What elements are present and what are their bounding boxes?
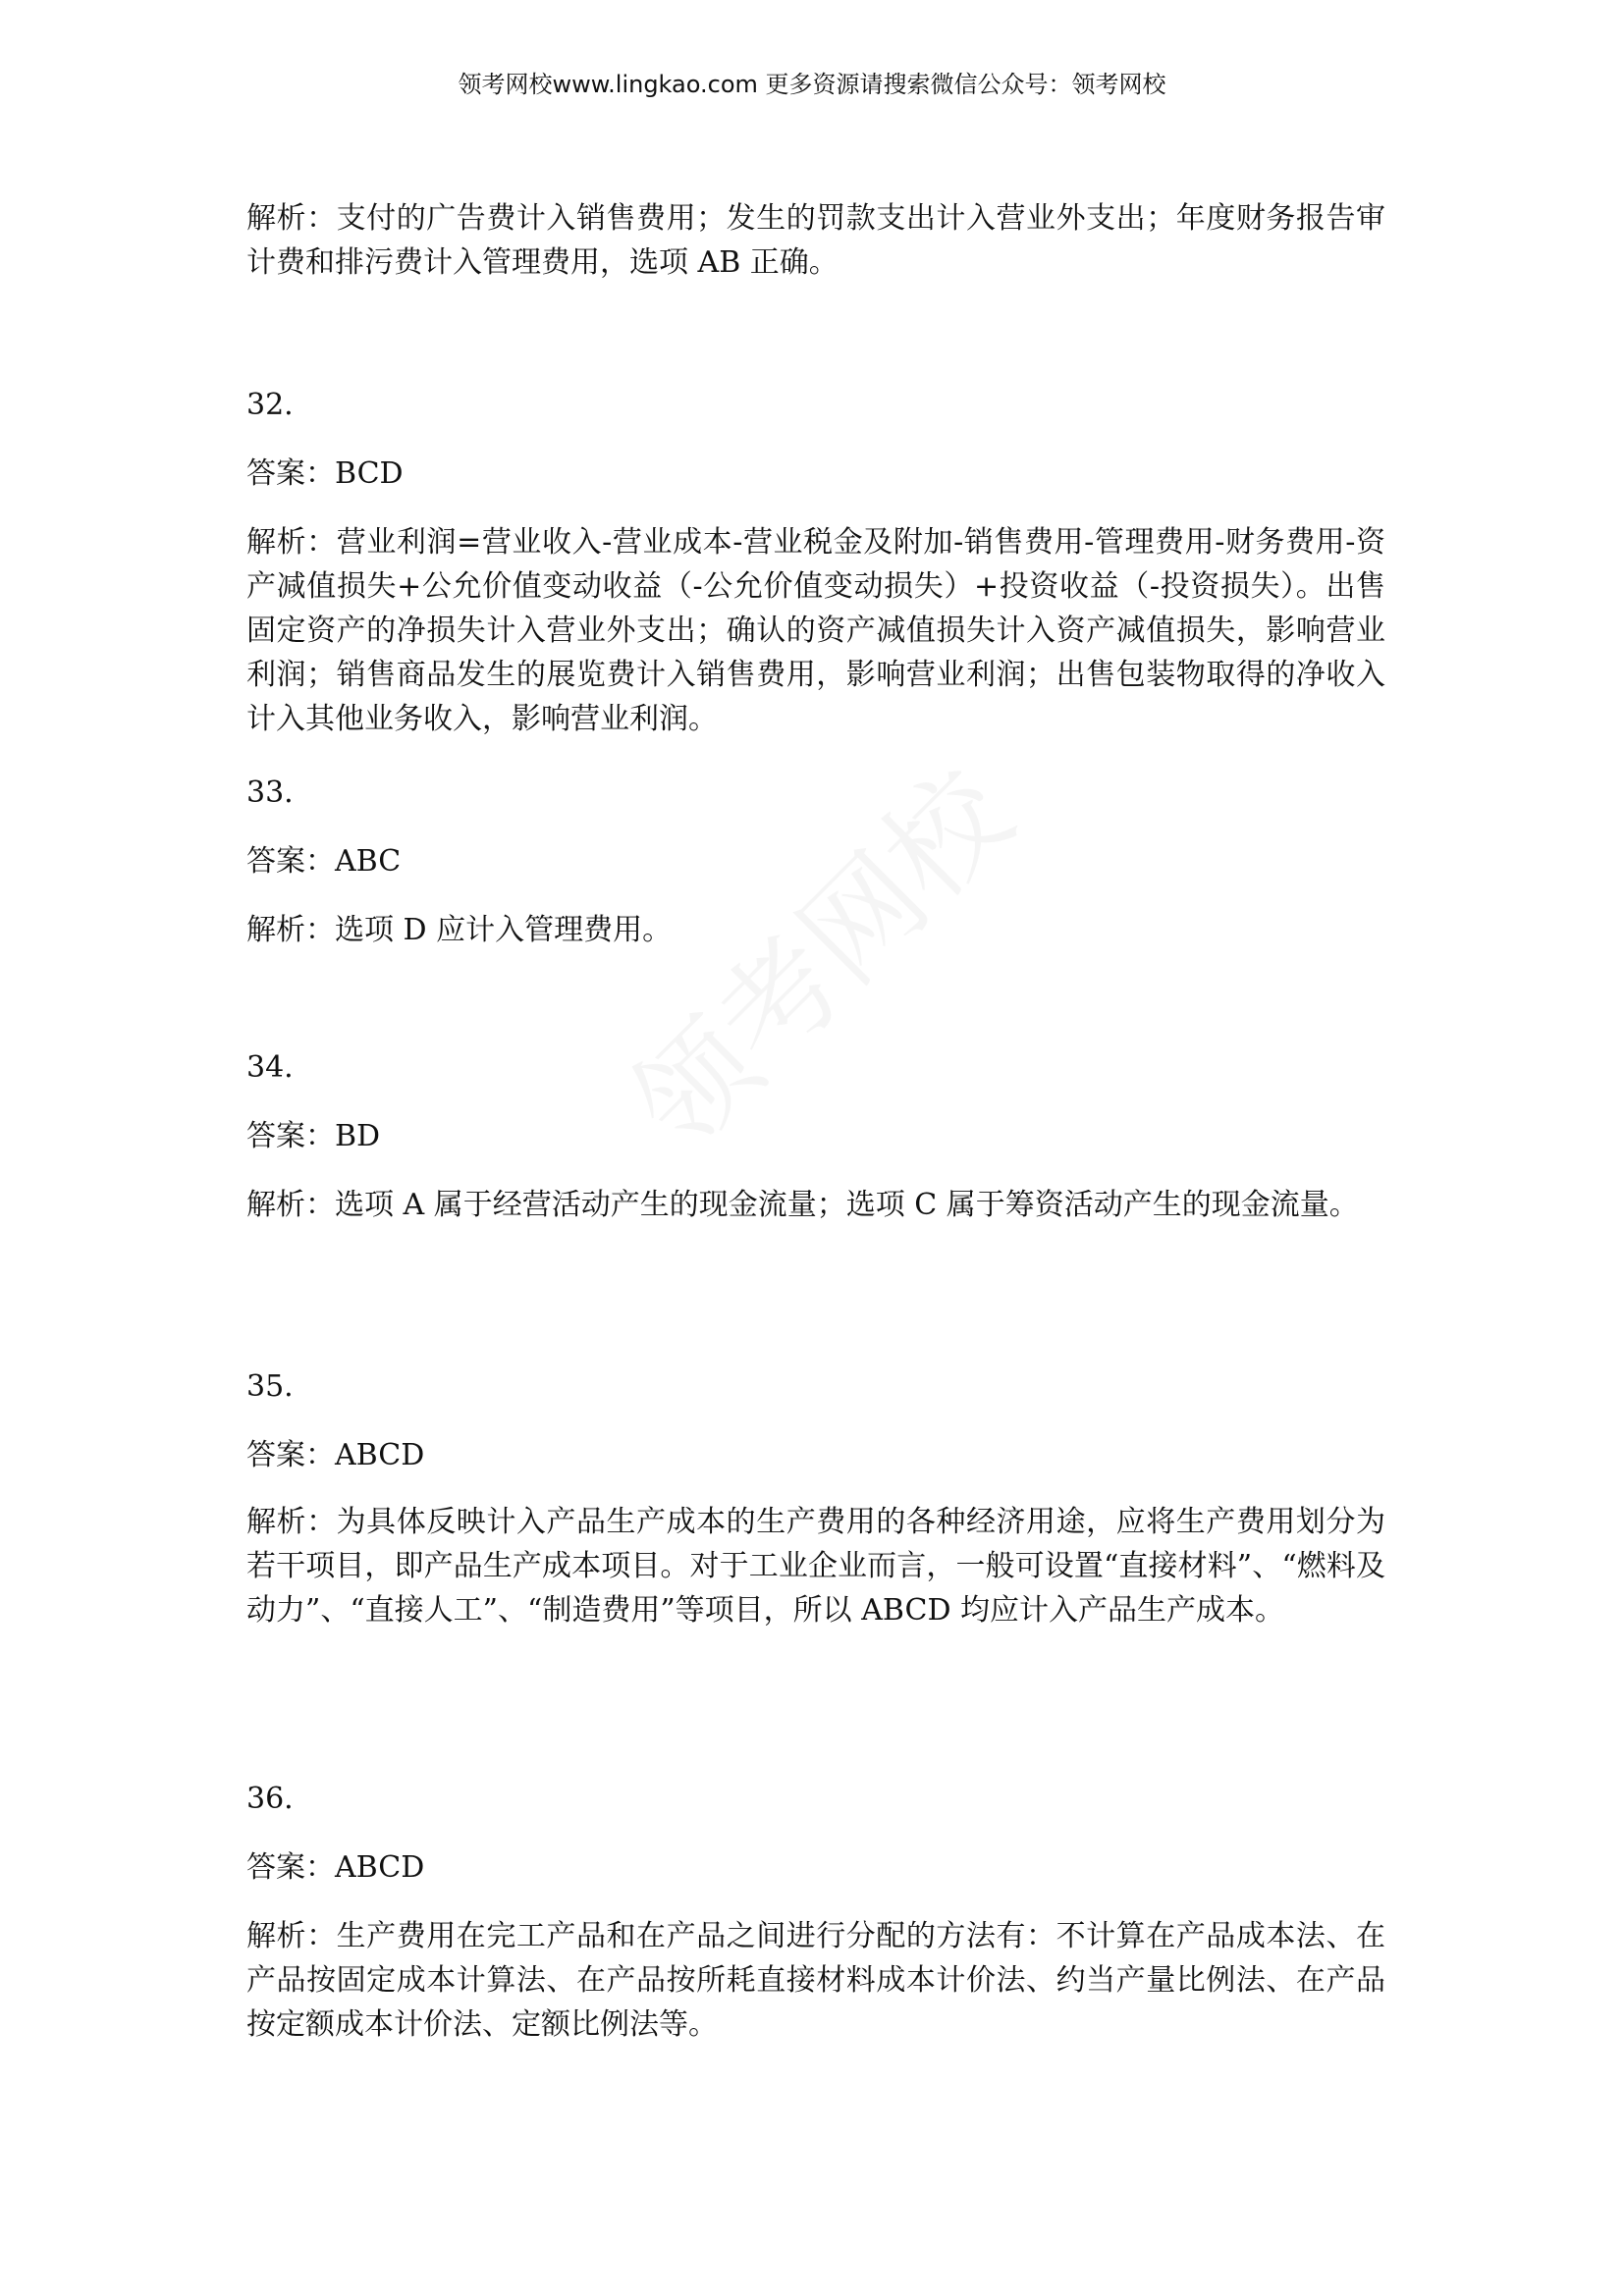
analysis-33 <box>246 908 1385 952</box>
answer-text: 答案：ABC <box>246 844 402 879</box>
question-number: 34. <box>246 1050 294 1085</box>
answer-text: 答案：BCD <box>246 456 404 491</box>
analysis-text: 解析：选项 A 属于经营活动产生的现金流量；选项 C 属于筹资活动产生的现金流量。 <box>246 1188 1359 1222</box>
intro-analysis-block <box>246 196 1385 285</box>
answer-33 <box>246 839 1385 883</box>
question-number: 36. <box>246 1782 294 1816</box>
analysis-36 <box>246 1914 1385 2047</box>
analysis-text: 解析：支付的广告费计入销售费用；发生的罚款支出计入营业外支出；年度财务报告审计费和排污费计入管理费用，选项 AB 正确。 <box>246 201 1385 280</box>
analysis-text: 解析：营业利润=营业收入-营业成本-营业税金及附加-销售费用-管理费用-财务费用-资产减值损失+公允价值变动收益（-公允价值变动损失）+投资收益（-投资损失）。出售固定资产的净损失计入营业外支出；确认的资产减值损失计入资产减值损失，影响营业利润；销售商品发生的展览费计入销售费用，影响营业利润；出售包装物取得的净收入计入其他业务收入，影响营业利润。 <box>246 525 1385 736</box>
question-33 <box>246 771 1385 815</box>
question-34 <box>246 1045 1385 1090</box>
question-number: 32. <box>246 388 294 422</box>
answer-34 <box>246 1114 1385 1158</box>
answer-35 <box>246 1433 1385 1477</box>
analysis-text: 解析：生产费用在完工产品和在产品之间进行分配的方法有：不计算在产品成本法、在产品按固定成本计算法、在产品按所耗直接材料成本计价法、约当产量比例法、在产品按定额成本计价法、定额比例法等。 <box>246 1919 1385 2042</box>
analysis-text: 解析：选项 D 应计入管理费用。 <box>246 913 673 947</box>
question-number: 33. <box>246 775 294 810</box>
question-number: 35. <box>246 1369 294 1404</box>
question-35 <box>246 1364 1385 1409</box>
answer-32 <box>246 452 1385 496</box>
answer-text: 答案：ABCD <box>246 1438 425 1472</box>
question-36 <box>246 1777 1385 1821</box>
analysis-32 <box>246 520 1385 741</box>
analysis-34 <box>246 1183 1385 1227</box>
analysis-text: 解析：为具体反映计入产品生产成本的生产费用的各种经济用途，应将生产费用划分为若干项目，即产品生产成本项目。对于工业企业而言，一般可设置“直接材料”、“燃料及动力”、“直接人工”、“制造费用”等项目，所以 ABCD 均应计入产品生产成本。 <box>246 1505 1385 1628</box>
answer-text: 答案：BD <box>246 1119 381 1153</box>
question-32 <box>246 383 1385 427</box>
analysis-35 <box>246 1500 1385 1632</box>
page-header: 领考网校www.lingkao.com 更多资源请搜索微信公众号：领考网校 <box>458 71 1166 98</box>
answer-36 <box>246 1845 1385 1890</box>
answer-text: 答案：ABCD <box>246 1850 425 1885</box>
